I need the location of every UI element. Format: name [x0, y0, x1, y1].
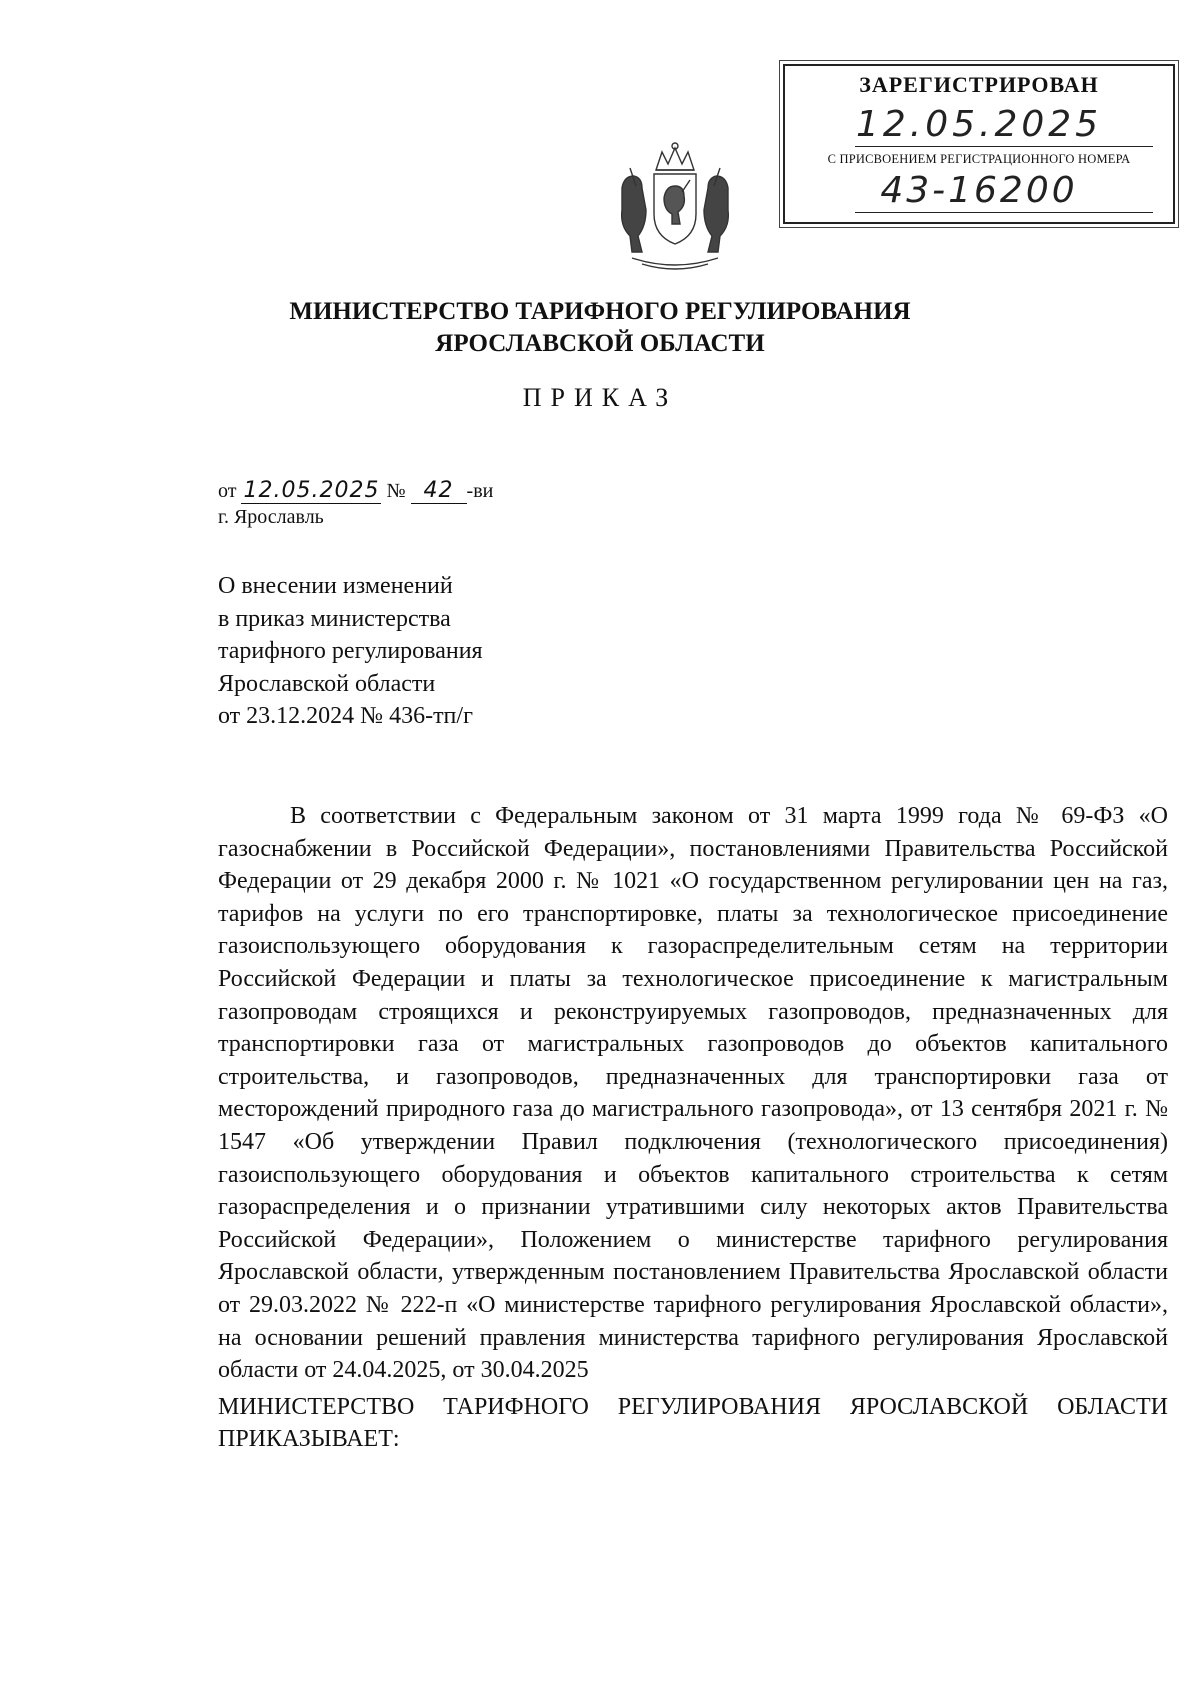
ministry-line-2: ЯРОСЛАВСКОЙ ОБЛАСТИ: [435, 330, 765, 357]
coat-of-arms-icon: [612, 140, 738, 270]
order-date: 12.05.2025: [243, 478, 380, 503]
order-directive: МИНИСТЕРСТВО ТАРИФНОГО РЕГУЛИРОВАНИЯ ЯРОСЛАВСКОЙ ОБЛАСТИ ПРИКАЗЫВАЕТ:: [218, 1393, 1168, 1453]
stamp-title: ЗАРЕГИСТРИРОВАН: [859, 72, 1099, 97]
city: г. Ярославль: [218, 506, 324, 528]
preamble-paragraph: В соответствии с Федеральным законом от 31 марта 1999 года № 69-ФЗ «О газоснабжении в Российской Федерации», постановлениями Правительства Российской Федерации от 29 декабря 2000 г. № 1021 «О государственном регулировании цен на газ, тарифов на услуги по его транспортировке, платы за технологическое присоединение газоиспользующего оборудования к газораспределительным сетям на территории Российской Федерации и платы за технологическое присоединение к магистральным газопроводам строящихся и реконструируемых газопроводов, предназначенных для транспортировки газа от магистральных газопроводов до объектов капитального строительства, и газопроводов, предназначенных для транспортировки газа от месторождений природного газа до магистрального газопровода», от 13 сентября 2021 г. № 1547 «Об утверждении Правил подключения (технологического присоединения) газоиспользующего оборудования и объектов капитального строительства к сетям газораспределения и о признании утратившими силу некоторых актов Правительства Российской Федерации», Положением о министерстве тарифного регулирования Ярославской области, утвержденным постановлением Правительства Ярославской области от 29.03.2022 № 222-п «О министерстве тарифного регулирования Ярославской области», на основании решений правления министерства тарифного регулирования Ярославской области от 24.04.2025, от 30.04.2025: [218, 803, 1168, 1384]
stamp-note: С ПРИСВОЕНИЕМ РЕГИСТРАЦИОННОГО НОМЕРА: [827, 152, 1131, 166]
stamp-date: 12.05.2025: [855, 104, 1103, 145]
subject-line: О внесении изменений: [218, 573, 453, 599]
registration-stamp: [783, 64, 1175, 224]
subject-line: Ярославской области: [218, 670, 436, 697]
from-label: от: [218, 480, 237, 502]
order-body: [218, 800, 1168, 1456]
order-meta: [218, 478, 493, 530]
stamp-number: 43-16200: [880, 170, 1078, 211]
order-subject: [218, 570, 483, 733]
subject-line: тарифного регулирования: [218, 638, 483, 664]
order-suffix: -ви: [466, 480, 494, 502]
document-type-title: ПРИКАЗ: [522, 383, 678, 412]
subject-line: в приказ министерства: [218, 605, 451, 632]
order-date-number-line: [218, 478, 493, 504]
number-label: №: [386, 480, 406, 502]
stamp-underline: [855, 146, 1153, 147]
subject-line: от 23.12.2024 № 436-тп/г: [218, 703, 473, 729]
ministry-line-1: МИНИСТЕРСТВО ТАРИФНОГО РЕГУЛИРОВАНИЯ: [289, 298, 911, 325]
ministry-name: [0, 296, 1200, 360]
order-number: 42: [411, 479, 467, 504]
stamp-underline: [855, 212, 1153, 213]
